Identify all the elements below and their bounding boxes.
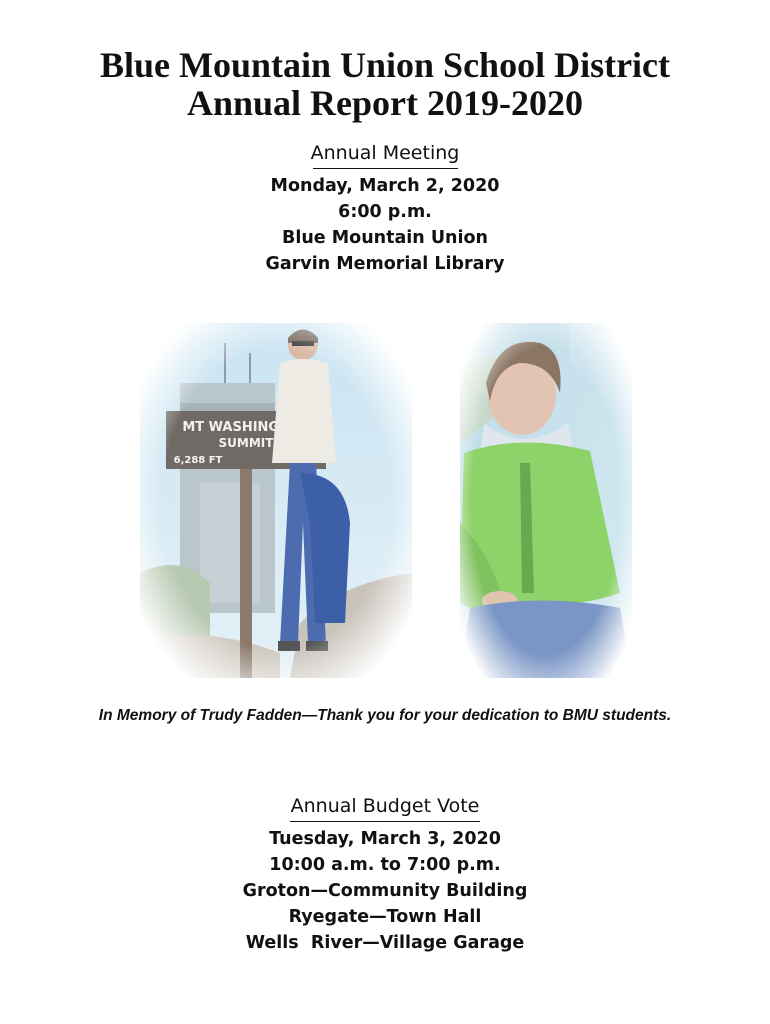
annual-meeting-venue: Garvin Memorial Library — [265, 254, 505, 274]
annual-meeting-divider — [313, 168, 458, 169]
budget-vote-heading: Annual Budget Vote — [290, 795, 480, 817]
budget-vote-date: Tuesday, March 3, 2020 — [269, 829, 501, 849]
annual-meeting-place: Blue Mountain Union — [282, 228, 488, 248]
district-title: Blue Mountain Union School District — [99, 45, 671, 85]
annual-meeting-section — [0, 140, 770, 277]
annual-meeting-time: 6:00 p.m. — [338, 202, 432, 222]
budget-vote-time: 10:00 a.m. to 7:00 p.m. — [269, 855, 501, 875]
annual-meeting-heading: Annual Meeting — [310, 142, 460, 164]
summit-photo — [140, 323, 412, 678]
budget-vote-section — [0, 793, 770, 956]
budget-vote-location-groton: Groton—Community Building — [242, 881, 528, 901]
memorial-caption: In Memory of Trudy Fadden—Thank you for your dedication to BMU students. — [98, 707, 672, 724]
budget-vote-divider — [290, 821, 480, 822]
budget-vote-location-ryegate: Ryegate—Town Hall — [288, 907, 482, 927]
annual-meeting-date: Monday, March 2, 2020 — [270, 176, 500, 196]
budget-vote-location-wells-river: Wells River—Village Garage — [245, 933, 525, 953]
report-title: Annual Report 2019-2020 — [186, 83, 584, 123]
portrait-photo — [460, 323, 632, 678]
